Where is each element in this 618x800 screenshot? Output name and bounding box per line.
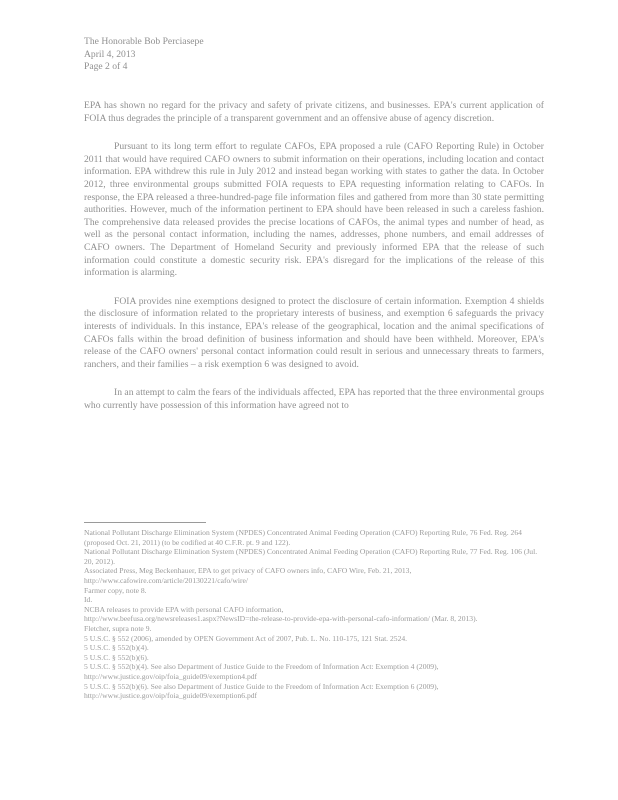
footnote: 5 U.S.C. § 552(b)(6). See also Department of Justice Guide to the Freedom of Information Act: Exemption 6 (2009), http://www.justice.gov/oip/foia_guide09/exemption6.pdf <box>84 681 439 701</box>
footnote: National Pollutant Discharge Elimination System (NPDES) Concentrated Animal Feeding Operation (CAFO) Reporting Rule, 76 Fed. Reg. 264 (proposed Oct. 21, 2011) (to be codified at 40 C.F.R. pt. 9 and 122). <box>84 528 522 547</box>
letter-body <box>84 100 544 428</box>
recipient-name: The Honorable Bob Perciasepe <box>84 36 204 47</box>
footnote: Fletcher, supra note 9. <box>84 623 152 633</box>
letter-header <box>84 36 544 74</box>
page-number: Page 2 of 4 <box>84 61 128 72</box>
footnote-link[interactable]: http://www.beefusa.org/newsreleases1.aspx?NewsID=the-release-to-provide-epa-with-personal-cafo-information/ (Mar. 8, 2013). <box>84 614 478 624</box>
footnote: NCBA releases to provide EPA with personal CAFO information, <box>84 604 284 614</box>
footnote: 5 U.S.C. § 552(b)(6). <box>84 652 149 662</box>
body-paragraph: Pursuant to its long term effort to regulate CAFOs, EPA proposed a rule (CAFO Reporting Rule) in October 2011 that would have required CAFO owners to submit information on their operations, including location and contact information. EPA withdrew this rule in July 2012 and instead began working with states to gather the data. In October 2012, three environmental groups submitted FOIA requests to EPA requesting information relating to CAFOs. In response, the EPA released a three-hundred-page file information files and gathered from more than 30 state permitting authorities. However, much of the information pertinent to EPA should have been released in such a careless fashion. The comprehensive data released provides the precise locations of CAFOs, the animal types and number of head, as well as the personal contact information, including the names, addresses, phone numbers, and email addresses of CAFO owners. The Department of Homeland Security and previously informed EPA that the release of such information could constitute a domestic security risk. EPA's disregard for the implications of the release of this information is alarming. <box>84 141 544 279</box>
footnote: 5 U.S.C. § 552 (2006), amended by OPEN Government Act of 2007, Pub. L. No. 110-175, 121 Stat. 2524. <box>84 633 408 643</box>
body-paragraph: FOIA provides nine exemptions designed to protect the disclosure of certain information. Exemption 4 shields the disclosure of information related to the proprietary interests of business, and exemption 6 safeguards the privacy interests of individuals. In this instance, EPA's release of the geographical, location and the animal specifications of CAFOs falls within the broad definition of business information and should have been withheld. Moreover, EPA's release of the CAFO owners' personal contact information could result in serious and unnecessary threats to farmers, ranchers, and their families – a risk exemption 6 was designed to avoid. <box>84 295 544 370</box>
footnote: Id. <box>84 595 93 605</box>
footnotes <box>84 528 544 701</box>
footnote-link[interactable]: http://www.cafowire.com/article/20130221/cafo/wire/ <box>84 575 248 585</box>
footnote: National Pollutant Discharge Elimination System (NPDES) Concentrated Animal Feeding Operation (CAFO) Reporting Rule, 77 Fed. Reg. 106 (Jul. 20, 2012). <box>84 547 538 566</box>
footnote: Associated Press, Meg Beckenhauer, EPA to get privacy of CAFO owners info, CAFO Wire, Feb. 21, 2013, <box>84 566 412 576</box>
body-paragraph: EPA has shown no regard for the privacy and safety of private citizens, and businesses. EPA's current application of FOIA thus degrades the principle of a transparent government and an offensive abuse of agency discretion. <box>84 100 544 124</box>
letter-date: April 4, 2013 <box>84 48 136 60</box>
footnote: 5 U.S.C. § 552(b)(4). See also Department of Justice Guide to the Freedom of Information Act: Exemption 4 (2009), http://www.justice.gov/oip/foia_guide09/exemption4.pdf <box>84 662 439 681</box>
body-paragraph: In an attempt to calm the fears of the individuals affected, EPA has reported that the three environmental groups who currently have possession of this information have agreed not to <box>84 387 544 411</box>
footnote: Farmer copy, note 8. <box>84 585 147 595</box>
footnote: 5 U.S.C. § 552(b)(4). <box>84 643 149 653</box>
footnote-divider <box>84 522 206 523</box>
